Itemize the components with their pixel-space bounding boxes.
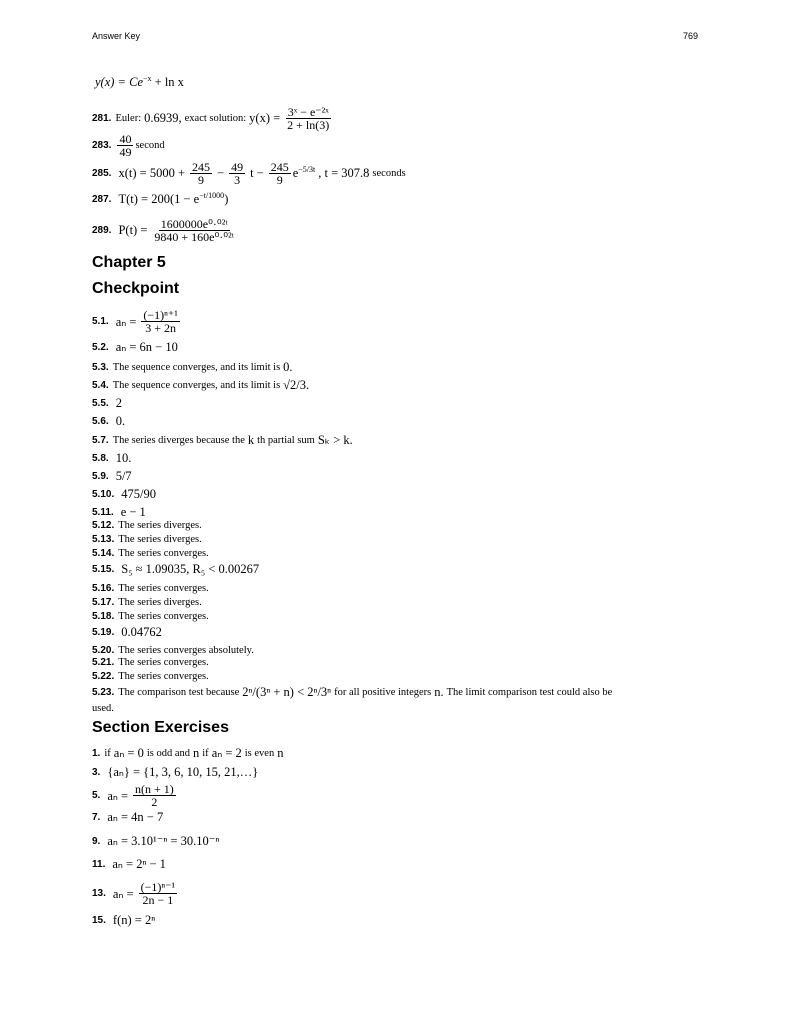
answer-text: if [104,747,111,759]
answer-number: 5.22. [92,671,115,682]
answer-item [92,487,159,502]
answer-item [92,597,202,608]
answer-text: The sequence converges, and its limit is [112,362,281,373]
answer-item [92,432,356,448]
answer-item [92,520,202,531]
answer-number: 5.23. [92,687,115,698]
answer-item [92,745,286,761]
answer-text: e − 1 [120,505,146,519]
answer-text: {aₙ} = {1, 3, 6, 10, 15, 21,…} [107,765,259,779]
answer-number: 5.12. [92,520,115,531]
answer-number: 5.20. [92,645,115,656]
answer-item [92,451,134,466]
fraction: $\frac{\text{(−1)ⁿ⁺¹}}{3 + 2n}$ [143,308,178,335]
answer-item [92,645,254,656]
answer-number: 5.1. [92,316,109,327]
answer-text: 0. [115,414,126,428]
answer-item [92,783,178,808]
answer-number: 11. [92,858,106,870]
answer-number: 5.16. [92,583,115,594]
answer-item [92,378,312,393]
answer-text: The series converges. [118,671,209,682]
answer-text: 0. [283,360,293,374]
running-header: Answer Key [92,31,141,41]
section-exercises-heading: Section Exercises [92,719,229,736]
answer-item [92,309,182,334]
answer-text: The series converges absolutely. [118,645,254,656]
answer-number: 5.8. [92,453,109,464]
checkpoint-heading: Checkpoint [92,280,180,297]
answer-text: n. [434,685,444,699]
answer-text: The series converges. [118,611,209,622]
answer-text: aₙ = 2 [211,746,242,760]
answer-number: 5.3. [92,362,109,373]
answer-number: 15. [92,915,106,926]
answer-text: for all positive integers [334,687,432,698]
answer-item [92,913,158,928]
answer-text: 2ⁿ/(3ⁿ + n) < 2ⁿ/3ⁿ [242,685,332,699]
answer-number: 5.11. [92,507,114,518]
answer-number: 9. [92,835,101,847]
answer-number: 7. [92,811,101,823]
answer-text: aₙ = 2ⁿ − 1 [112,857,166,871]
answer-text: The series diverges. [118,520,202,531]
answer-item [92,881,179,906]
answer-text: The series converges. [118,583,209,594]
answer-text: 0.04762 [121,625,162,639]
page-number: 769 [683,31,699,41]
answer-item [92,685,612,700]
answer-number: 5.5. [92,398,109,409]
answer-text: k [247,432,255,447]
answer-number: 13. [92,888,106,899]
answer-number: 5.15. [92,564,115,575]
answer-item [92,562,262,577]
answer-number: 5.9. [92,471,109,482]
answer-text: 2 [115,396,122,410]
answer-item [92,671,209,682]
answer-item [92,505,149,520]
answer-number: 5.18. [92,611,115,622]
answer-number: 5.6. [92,416,109,427]
answer-285: 285. x(t) = 5000 + $\frac{245}{9}$ − $\frac{49}{3}$ t − $\frac{245}{9}$ $e^{-5/3t}$ , t = 307.8 seconds [92,160,406,187]
answer-text: The series diverges because the [112,434,245,446]
answer-item [92,625,165,640]
answer-number: 5.13. [92,534,115,545]
answer-item [92,833,222,849]
answer-text: aₙ = 3.10¹⁻ⁿ = 30.10⁻ⁿ [107,834,220,848]
answer-item [92,469,135,484]
answer-text: The series diverges. [118,597,202,608]
answer-item [92,339,181,355]
answer-text: th partial sum [257,434,315,446]
answer-text: Sₖ > k. [317,433,353,447]
answer-289: 289. P(t) = $\frac{\text{1600000e⁰·⁰²ᵗ}}{\text{9840 + 160e⁰·⁰²ᵗ}}$ [92,217,235,244]
answer-text: aₙ = 0 [113,746,144,760]
answer-text: aₙ = [112,886,134,901]
answer-text: The sequence converges, and its limit is [112,380,281,391]
answer-item [92,396,125,411]
answer-text: The limit comparison test could also be [446,687,613,698]
answer-287: 287. $T(t) = 200(1 - e^{-t/1000})$ [92,191,229,207]
answer-text: S₅ ≈ 1.09035, R₅ < 0.00267 [121,562,260,576]
answer-text: if [202,747,209,759]
answer-text: aₙ = [115,314,137,329]
fraction: $\frac{\text{(−1)ⁿ⁻¹}}{2n - 1}$ [140,880,176,907]
answer-text: The series converges. [118,657,209,668]
answer-text: 5/7 [115,469,132,483]
answer-text: is odd and [146,747,191,759]
chapter-heading: Chapter 5 [92,254,166,271]
answer-number: 5.4. [92,380,109,391]
answer-text: The comparison test because [118,687,240,698]
answer-text: is even [244,747,275,759]
answer-item [92,611,209,622]
fraction: $\frac{n(n + 1)}{2}$ [135,782,174,809]
answer-text: f(n) = 2ⁿ [112,913,156,927]
answer-text: √2/3. [283,378,310,392]
answer-continuation: used. [92,703,114,714]
answer-item [92,548,209,559]
answer-283: 283. $\frac{40}{49}$ second [92,132,165,159]
answer-text: n [277,745,284,760]
answer-number: 5.17. [92,597,115,608]
answer-item [92,809,166,825]
answer-item [92,534,202,545]
answer-text: 10. [115,451,132,465]
answer-item [92,856,169,872]
answer-number: 5.14. [92,548,115,559]
answer-number: 5.21. [92,657,115,668]
previous-answer: $y(x) = Ce^{-x} + \ln x$ [95,74,184,90]
answer-text: aₙ = [107,788,129,803]
answer-number: 5.2. [92,341,109,353]
answer-number: 5.10. [92,489,115,500]
answer-text: The series diverges. [118,534,202,545]
answer-text: aₙ = 4n − 7 [107,810,164,824]
answer-item [92,583,209,594]
answer-text: 475/90 [121,487,156,501]
answer-281: 281. Euler: 0.6939, exact solution: y(x) = $\frac{\text{3ˣ − e⁻²ˣ}}{2 + \ln(3)}$ [92,105,330,132]
answer-number: 1. [92,747,101,759]
answer-item [92,764,261,780]
answer-item [92,360,296,375]
answer-number: 3. [92,766,101,778]
answer-text: n [193,745,200,760]
answer-number: 5.7. [92,434,109,446]
answer-text: The series converges. [118,548,209,559]
answer-item [92,657,209,668]
answer-item [92,414,128,429]
answer-number: 5. [92,790,101,801]
answer-number: 5.19. [92,627,115,638]
answer-text: aₙ = 6n − 10 [115,340,178,354]
